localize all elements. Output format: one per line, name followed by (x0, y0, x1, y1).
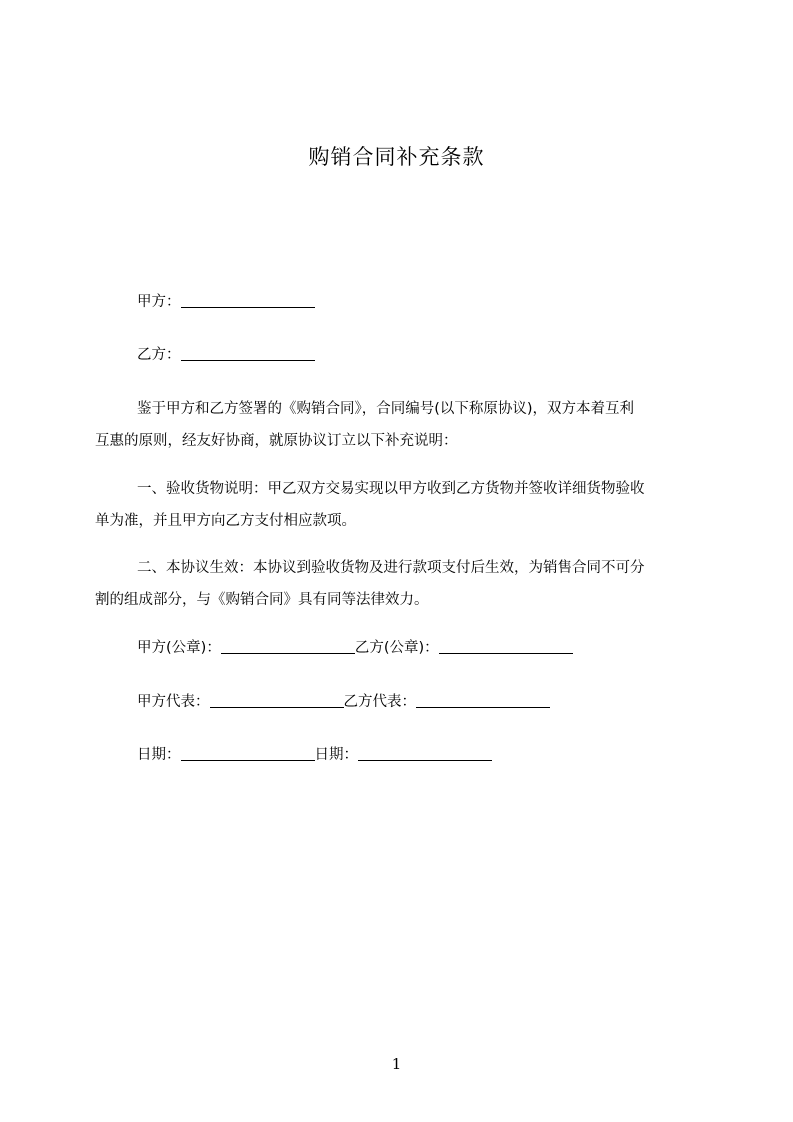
date-b-label: 日期： (314, 747, 358, 763)
date-a-blank (181, 746, 315, 762)
clause-2-line-2: 割的组成部分，与《购销合同》具有同等法律效力。 (95, 592, 429, 608)
rep-b-label: 乙方代表： (343, 694, 416, 710)
party-b-label: 乙方： (137, 347, 181, 363)
party-b-blank (181, 346, 315, 362)
preamble-line-2: 互惠的原则，经友好协商，就原协议订立以下补充说明： (95, 433, 458, 449)
clause-1-paragraph (95, 473, 715, 537)
page-number: 1 (391, 1055, 402, 1073)
party-a-line (137, 286, 315, 318)
clause-2-line-1: 二、本协议生效：本协议到验收货物及进行款项支付后生效，为销售合同不可分 (137, 560, 645, 576)
seal-b-label: 乙方(公章)： (354, 640, 439, 656)
date-a-label: 日期： (137, 747, 181, 763)
party-a-label: 甲方： (137, 294, 181, 310)
seal-b-blank (439, 639, 573, 655)
representative-line (137, 686, 550, 718)
rep-a-blank (210, 693, 344, 709)
date-b-blank (358, 746, 492, 762)
party-b-line (137, 339, 315, 371)
clause-1-line-1: 一、验收货物说明：甲乙双方交易实现以甲方收到乙方货物并签收详细货物验收 (137, 481, 645, 497)
rep-b-blank (416, 693, 550, 709)
seal-a-label: 甲方(公章)： (137, 640, 221, 656)
party-a-blank (181, 293, 315, 309)
clause-1-line-2: 单为准，并且甲方向乙方支付相应款项。 (95, 513, 356, 529)
date-line (137, 739, 492, 771)
seal-line (137, 632, 573, 664)
preamble-paragraph (95, 393, 715, 457)
seal-a-blank (221, 639, 355, 655)
rep-a-label: 甲方代表： (137, 694, 210, 710)
clause-2-paragraph (95, 552, 715, 616)
document-title: 购销合同补充条款 (308, 145, 485, 169)
preamble-line-1: 鉴于甲方和乙方签署的《购销合同》，合同编号(以下称原协议)，双方本着互利 (137, 401, 635, 417)
